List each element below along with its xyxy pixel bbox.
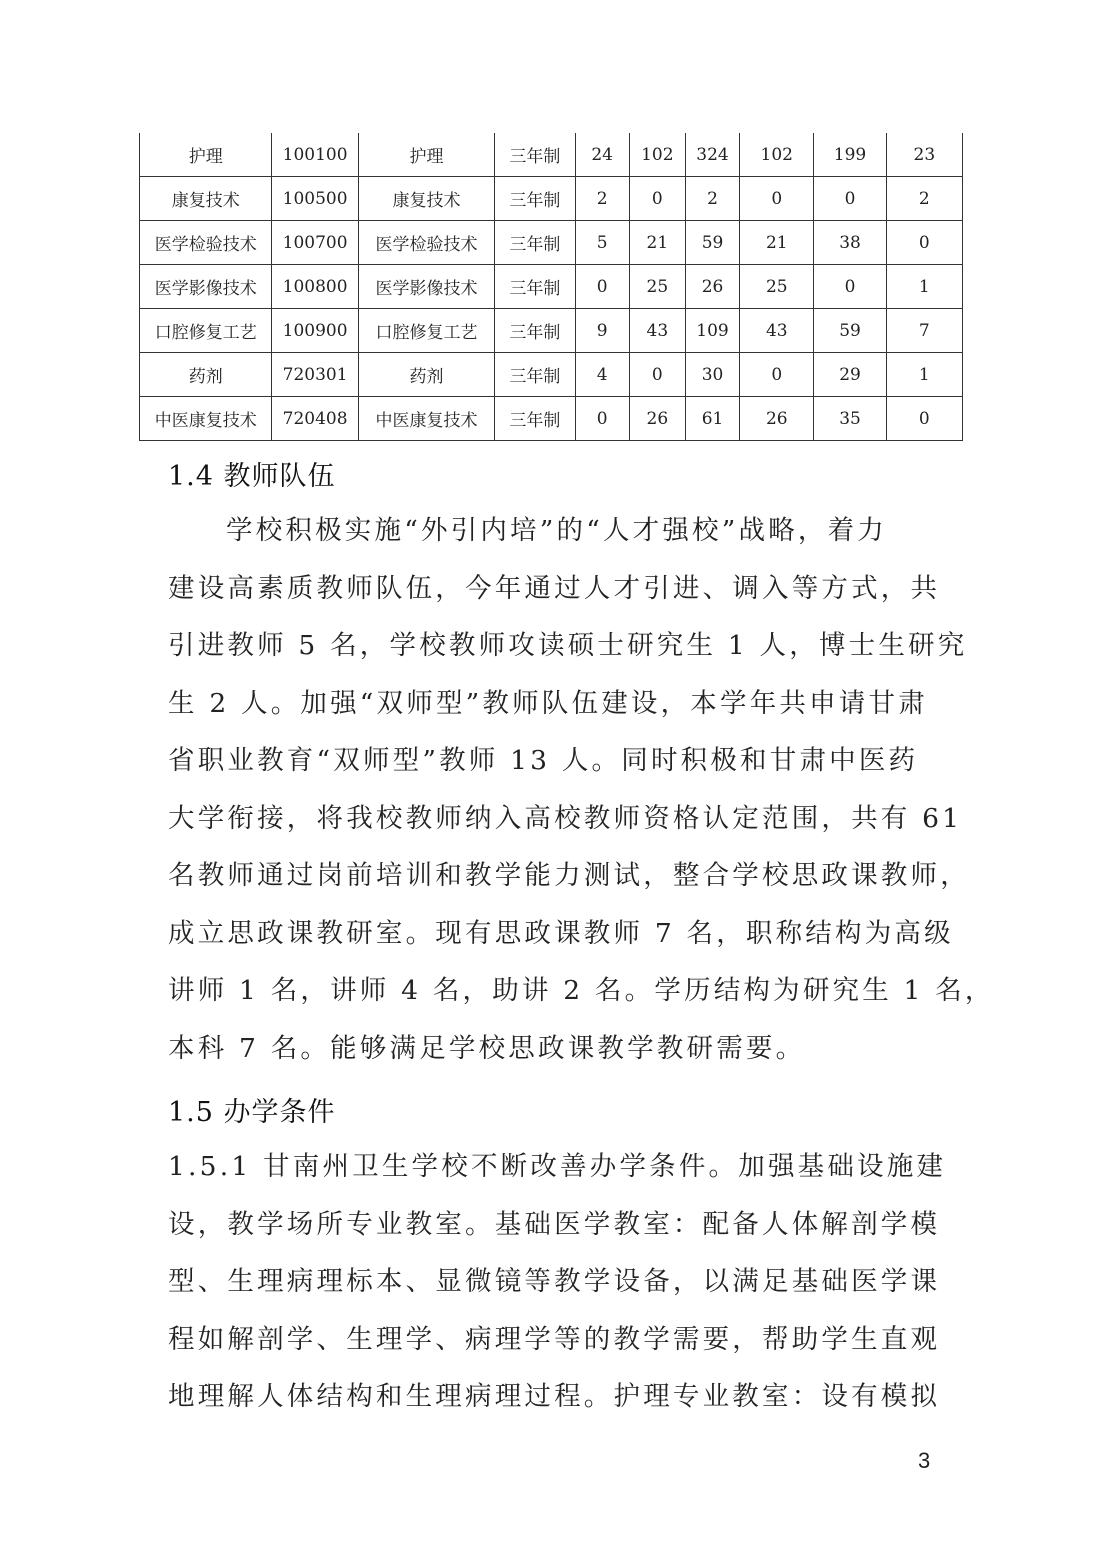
table-cell-code: 100100 — [272, 133, 358, 177]
table-cell-code: 720301 — [272, 353, 358, 397]
table-cell-v4: 26 — [740, 397, 814, 441]
table-cell-major: 护理 — [140, 133, 272, 177]
table-cell-duration: 三年制 — [495, 265, 575, 309]
paragraph-teachers — [168, 502, 995, 1077]
table-cell-v3: 324 — [685, 133, 739, 177]
table-cell-duration: 三年制 — [495, 221, 575, 265]
table-cell-code: 100700 — [272, 221, 358, 265]
table-row — [140, 265, 963, 309]
table-cell-duration: 三年制 — [495, 177, 575, 221]
table-row — [140, 397, 963, 441]
table-cell-major: 口腔修复工艺 — [140, 309, 272, 353]
table-cell-v1: 9 — [575, 309, 629, 353]
table-cell-v1: 4 — [575, 353, 629, 397]
table-cell-v2: 25 — [629, 265, 685, 309]
table-cell-v4: 0 — [740, 177, 814, 221]
table-cell-v1: 24 — [575, 133, 629, 177]
table-cell-v4: 43 — [740, 309, 814, 353]
section-heading-1-4: 1.4 教师队伍 — [168, 461, 336, 492]
table-cell-major2: 中医康复技术 — [358, 397, 494, 441]
table-cell-code: 100500 — [272, 177, 358, 221]
table-cell-v2: 21 — [629, 221, 685, 265]
paragraph-line: 地理解人体结构和生理病理过程。护理专业教室：设有模拟 — [168, 1381, 941, 1412]
paragraph-line: 1.5.1 甘南州卫生学校不断改善办学条件。加强基础设施建 — [168, 1151, 947, 1182]
table-cell-major2: 口腔修复工艺 — [358, 309, 494, 353]
table-cell-v6: 0 — [886, 397, 962, 441]
paragraph-line: 名教师通过岗前培训和教学能力测试，整合学校思政课教师， — [168, 860, 970, 891]
table-body — [140, 133, 963, 441]
table-cell-v6: 1 — [886, 265, 962, 309]
table-cell-major: 康复技术 — [140, 177, 272, 221]
enrollment-table-container — [139, 133, 963, 441]
table-row — [140, 309, 963, 353]
table-cell-major2: 药剂 — [358, 353, 494, 397]
table-cell-v1: 2 — [575, 177, 629, 221]
table-cell-major2: 护理 — [358, 133, 494, 177]
table-cell-major2: 康复技术 — [358, 177, 494, 221]
table-cell-v5: 0 — [814, 265, 886, 309]
table-cell-v3: 59 — [685, 221, 739, 265]
table-cell-major2: 医学检验技术 — [358, 221, 494, 265]
table-cell-v4: 21 — [740, 221, 814, 265]
table-cell-v5: 35 — [814, 397, 886, 441]
table-cell-duration: 三年制 — [495, 353, 575, 397]
table-cell-v6: 2 — [886, 177, 962, 221]
table-cell-v3: 26 — [685, 265, 739, 309]
table-cell-v6: 7 — [886, 309, 962, 353]
table-cell-code: 100800 — [272, 265, 358, 309]
table-cell-v6: 1 — [886, 353, 962, 397]
table-cell-v5: 0 — [814, 177, 886, 221]
enrollment-table — [139, 133, 963, 441]
table-cell-duration: 三年制 — [495, 133, 575, 177]
table-cell-v1: 0 — [575, 265, 629, 309]
table-cell-duration: 三年制 — [495, 397, 575, 441]
section-heading-1-5: 1.5 办学条件 — [168, 1097, 336, 1128]
table-cell-v5: 199 — [814, 133, 886, 177]
table-cell-code: 720408 — [272, 397, 358, 441]
table-cell-v3: 30 — [685, 353, 739, 397]
paragraph-line: 成立思政课教研室。现有思政课教师 7 名，职称结构为高级 — [168, 917, 954, 949]
table-cell-v1: 0 — [575, 397, 629, 441]
table-row — [140, 353, 963, 397]
table-cell-v3: 2 — [685, 177, 739, 221]
table-cell-major: 药剂 — [140, 353, 272, 397]
table-cell-v3: 61 — [685, 397, 739, 441]
paragraph-conditions — [168, 1138, 948, 1426]
table-row — [140, 133, 963, 177]
paragraph-line: 生 2 人。加强“双师型”教师队伍建设，本学年共申请甘肃 — [168, 687, 928, 719]
table-cell-major: 医学影像技术 — [140, 265, 272, 309]
paragraph-line: 型、生理病理标本、显微镜等教学设备，以满足基础医学课 — [168, 1266, 941, 1297]
paragraph-line: 设，教学场所专业教室。基础医学教室：配备人体解剖学模 — [168, 1208, 941, 1240]
paragraph-line: 省职业教育“双师型”教师 13 人。同时积极和甘肃中医药 — [168, 745, 919, 776]
table-cell-v4: 102 — [740, 133, 814, 177]
table-cell-code: 100900 — [272, 309, 358, 353]
page-number: 3 — [918, 1448, 931, 1473]
paragraph-line: 引进教师 5 名，学校教师攻读硕士研究生 1 人，博士生研究 — [168, 630, 968, 661]
table-cell-v2: 43 — [629, 309, 685, 353]
table-cell-major2: 医学影像技术 — [358, 265, 494, 309]
paragraph-line: 建设高素质教师队伍，今年通过人才引进、调入等方式，共 — [168, 572, 941, 604]
table-cell-v4: 0 — [740, 353, 814, 397]
paragraph-line: 学校积极实施“外引内培”的“人才强校”战略，着力 — [226, 515, 887, 546]
paragraph-line: 本科 7 名。能够满足学校思政课教学教研需要。 — [168, 1032, 806, 1064]
paragraph-line: 大学衔接，将我校教师纳入高校教师资格认定范围，共有 61 — [168, 802, 963, 834]
table-cell-major: 医学检验技术 — [140, 221, 272, 265]
table-cell-duration: 三年制 — [495, 309, 575, 353]
table-cell-v2: 0 — [629, 177, 685, 221]
table-row — [140, 177, 963, 221]
table-cell-v2: 102 — [629, 133, 685, 177]
table-cell-v2: 0 — [629, 353, 685, 397]
table-cell-v2: 26 — [629, 397, 685, 441]
table-cell-major: 中医康复技术 — [140, 397, 272, 441]
table-cell-v1: 5 — [575, 221, 629, 265]
table-cell-v4: 25 — [740, 265, 814, 309]
paragraph-line: 程如解剖学、生理学、病理学等的教学需要，帮助学生直观 — [168, 1323, 941, 1355]
paragraph-line: 讲师 1 名，讲师 4 名，助讲 2 名。学历结构为研究生 1 名， — [168, 975, 995, 1006]
table-cell-v5: 29 — [814, 353, 886, 397]
table-cell-v5: 59 — [814, 309, 886, 353]
table-cell-v3: 109 — [685, 309, 739, 353]
table-cell-v6: 0 — [886, 221, 962, 265]
table-cell-v6: 23 — [886, 133, 962, 177]
table-cell-v5: 38 — [814, 221, 886, 265]
table-row — [140, 221, 963, 265]
